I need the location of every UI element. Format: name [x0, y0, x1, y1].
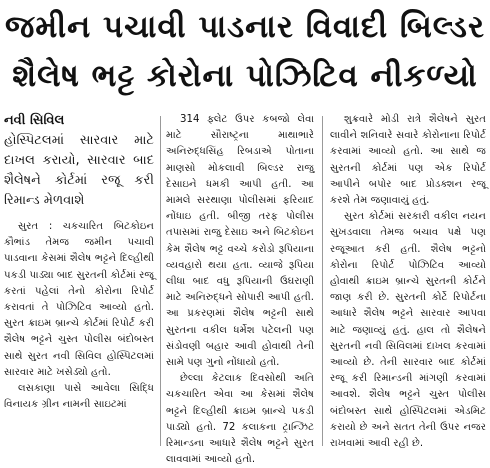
- body-paragraph: શુક્રવારે મોડી રાત્રે શૈલેષને સુરત લાવીને શનિવારે સવારે કોરોનાના રિપોર્ટ કરવામાં આવ્યો હતો. આ સાથે જ સુરતની કોર્ટમાં પણ એક રિપોર્ટ આપીને બપોર બાદ પ્રોડક્શન રજૂ કરશે તેમ જણાવાયું હતું.: [330, 114, 486, 207]
- article-column-3: [330, 112, 486, 450]
- column-divider: [160, 116, 161, 446]
- body-paragraph: છેલ્લા કેટલાક દિવસોથી અતિ ચકચારિત એવા આ કેસમાં શૈલેષ ભટ્ટને દિલ્હીથી ક્રાઇમ બ્રાન્ચે પકડી પાડ્યો હતો. 72 કલાકના ટ્રાન્ઝિટ રિમાન્ડના આધારે શૈલેષ ભટ્ટને સુરત લાવવામાં આવ્યો હતો.: [166, 373, 314, 466]
- article-column-2: [166, 112, 314, 466]
- subheadline: હોસ્પિટલમાં સારવાર માટે દાખલ કરાયો, સારવાર બાદ શૈલેષને કોર્ટમાં રજૂ કરી રિમાન્ડ મેળવાશે: [4, 133, 154, 208]
- body-paragraph: લસકાણા પાસે આવેલા સિદ્ધિ વિનાયક ગ્રીન નામની સાઇટમાં: [4, 383, 154, 411]
- headline-line-2: શૈલેષ ભટ્ટ કોરોના પોઝિટિવ નીકળ્યો: [12, 58, 478, 94]
- article-column-1: [4, 112, 154, 450]
- body-paragraph: 314 ફ્લેટ ઉપર કબજો લેવા માટે સૌરાષ્ટ્રના માથાભારે અનિરુદ્ધસિંહ રિબડાએ પોતાના માણસો મોકલાવી બિલ્ડર રાજુ દેસાઇને ધમકી આપી હતી. આ મામલે સરથાણા પોલીસમાં ફરિયાદ નોંધાઇ હતી. બીજી તરફ પોલીસ તપાસમાં રાજુ દેસાઇ અને બિટકોઇન કેમ શૈલેષ ભટ્ટ વચ્ચે કરોડો રૂપિયાના વ્યવહારો થયા હતા. વ્યાજે રૂપિયા લીધા બાદ વધુ રૂપિયાની ઉઘરાણી માટે અનિરુદ્ધને સોપારી આપી હતી. આ પ્રકરણમાં શૈલેષ ભટ્ટની સાથે સુરતના વકીલ ધર્મેશ પટેલની પણ સંડોવણી બહાર આવી હોવાથી તેની સામે પણ ગુનો નોંધાયો હતો.: [166, 114, 314, 369]
- dateline-kicker: નવી સિવિલ: [4, 113, 65, 128]
- column-divider: [322, 116, 323, 446]
- headline-line-1: જમીન પચાવી પાડનાર વિવાદી બિલ્ડર: [5, 9, 485, 45]
- body-paragraph: સુરત : ચકચારિત બિટકોઇન કૌભાંડ તેમજ જમીન પચાવી પાડવાના કેસમાં શૈલેષ ભટ્ટને દિલ્હીથી પકડી પાડ્યા બાદ સુરતની કોર્ટમાં રજૂ કરતાં પહેલાં તેનો કોરોના રિપોર્ટ કરાવતાં તે પોઝિટિવ આવ્યો હતો. સુરત ક્રાઇમ બ્રાન્ચે કોર્ટમાં રિપોર્ટ કરી શૈલેષ ભટ્ટને ચુસ્ત પોલીસ બંદોબસ્ત સાથે સુરત નવી સિવિલ હોસ્પિટલમાં સારવાર માટે ખસેડ્યો હતો.: [4, 221, 154, 378]
- body-paragraph: સુરત કોર્ટમાં સરકારી વકીલ નયન સુખડવાલા તેમજ બચાવ પક્ષે પણ રજૂઆત કરી હતી. શૈલેષ ભટ્ટનો કોરોના રિપોર્ટ પોઝિટિવ આવ્યો હોવાથી ક્રાઇમ બ્રાન્ચે સુરતની કોર્ટને જાણ કરી છે. સુરતની કોર્ટે રિપોર્ટના આધારે શૈલેષ ભટ્ટને સારવાર આપવા માટે જણાવ્યું હતું. હાલ તો શૈલેષને સુરતની નવી સિવિલમાં દાખલ કરવામાં આવ્યો છે. તેની સારવાર બાદ કોર્ટમાં રજૂ કરી રિમાન્ડની માંગણી કરવામાં આવશે. શૈલેષ ભટ્ટને ચુસ્ત પોલીસ બંદોબસ્ત સાથે હોસ્પિટલમાં એડમિટ કરાયો છે અને સતત તેની ઉપર નજર રાખવામાં આવી રહી છે.: [330, 211, 486, 450]
